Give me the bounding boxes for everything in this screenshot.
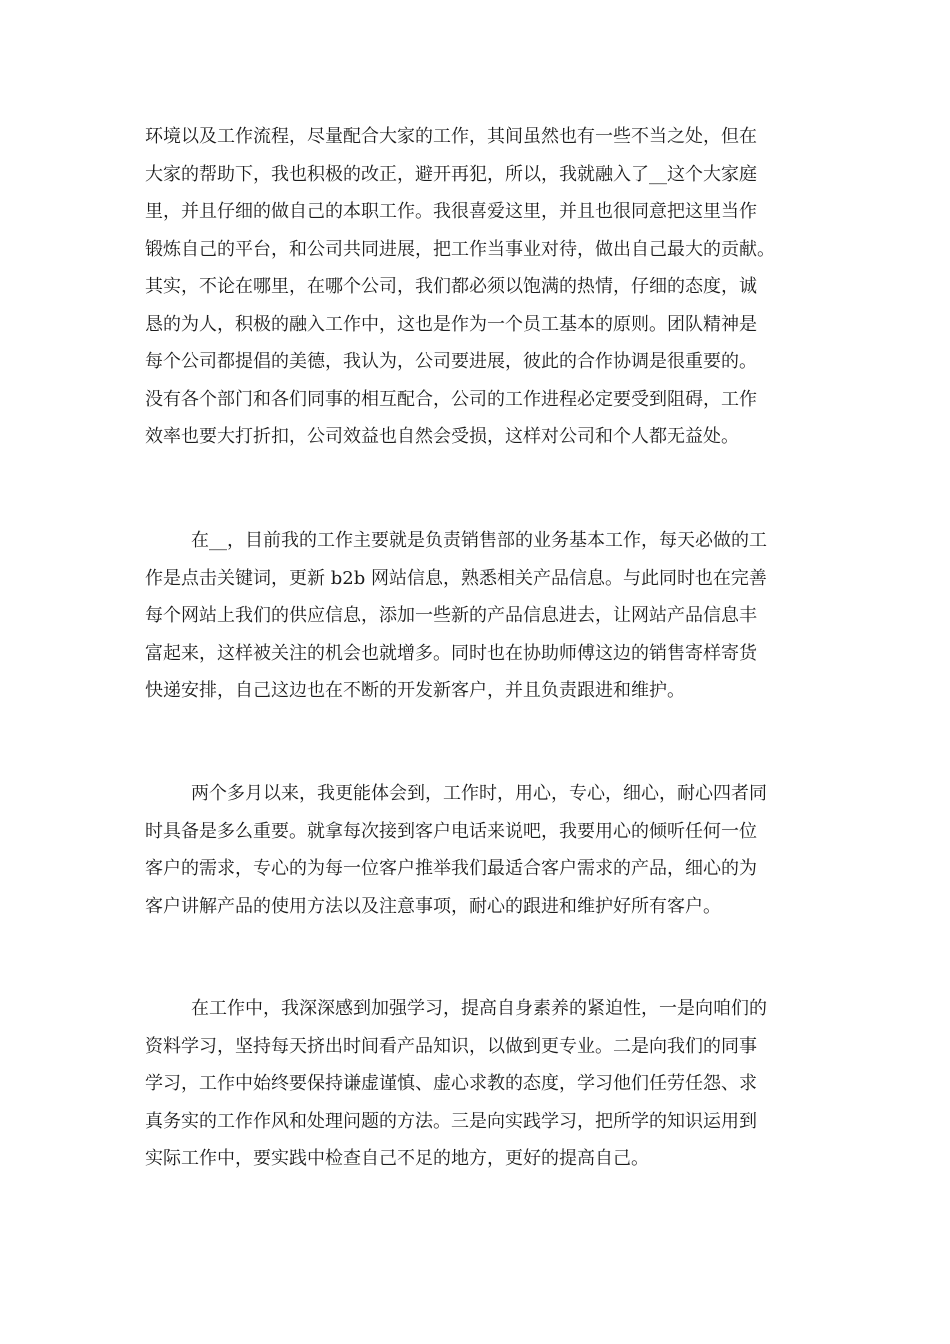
text-line: 快递安排，自己这边也在不断的开发新客户，并且负责跟进和维护。 bbox=[145, 680, 685, 701]
paragraph-4 bbox=[145, 990, 825, 1178]
text-line: 环境以及工作流程，尽量配合大家的工作，其间虽然也有一些不当之处，但在 bbox=[145, 126, 757, 147]
text-line: 时具备是多么重要。就拿每次接到客户电话来说吧，我要用心的倾听任何一位 bbox=[145, 820, 757, 842]
text-line: 在__，目前我的工作主要就是负责销售部的业务基本工作，每天必做的工 bbox=[191, 530, 767, 551]
paragraph-3 bbox=[145, 775, 825, 925]
text-line: 没有各个部门和各们同事的相互配合，公司的工作进程必定要受到阻碍，工作 bbox=[145, 388, 757, 410]
text-line: 里，并且仔细的做自己的本职工作。我很喜爱这里，并且也很同意把这里当作 bbox=[145, 201, 757, 222]
text-line: 每个网站上我们的供应信息，添加一些新的产品信息进去，让网站产品信息丰 bbox=[145, 605, 757, 626]
text-line: 锻炼自己的平台，和公司共同进展，把工作当事业对待，做出自己最大的贡献。 bbox=[145, 238, 775, 260]
text-line: 客户讲解产品的使用方法以及注意事项，耐心的跟进和维护好所有客户。 bbox=[145, 895, 721, 917]
text-line: 在工作中，我深深感到加强学习，提高自身素养的紧迫性，一是向咱们的 bbox=[191, 998, 767, 1019]
text-line: 恳的为人，积极的融入工作中，这也是作为一个员工基本的原则。团队精神是 bbox=[145, 313, 757, 335]
text-line: 富起来，这样被关注的机会也就增多。同时也在协助师傅这边的销售寄样寄货 bbox=[145, 642, 757, 664]
text-line: 每个公司都提倡的美德，我认为，公司要进展，彼此的合作协调是很重要的。 bbox=[145, 351, 757, 372]
text-line: 学习，工作中始终要保持谦虚谨慎、虚心求教的态度，学习他们任劳任怨、求 bbox=[145, 1073, 757, 1094]
paragraph-1 bbox=[145, 118, 825, 456]
text-line: 两个多月以来，我更能体会到，工作时，用心，专心，细心，耐心四者同 bbox=[191, 783, 767, 804]
text-line: 效率也要大打折扣，公司效益也自然会受损，这样对公司和个人都无益处。 bbox=[145, 426, 739, 447]
text-line: 客户的需求，专心的为每一位客户推举我们最适合客户需求的产品，细心的为 bbox=[145, 858, 757, 879]
text-line: 作是点击关键词，更新 b2b 网站信息，熟悉相关产品信息。与此同时也在完善 bbox=[145, 567, 767, 589]
text-line: 真务实的工作作风和处理问题的方法。三是向实践学习，把所学的知识运用到 bbox=[145, 1110, 757, 1132]
text-line: 实际工作中，要实践中检查自己不足的地方，更好的提高自己。 bbox=[145, 1148, 649, 1169]
text-line: 其实，不论在哪里，在哪个公司，我们都必须以饱满的热情，仔细的态度，诚 bbox=[145, 276, 757, 297]
text-line: 大家的帮助下，我也积极的改正，避开再犯，所以，我就融入了__这个大家庭 bbox=[145, 163, 757, 185]
text-line: 资料学习，坚持每天挤出时间看产品知识，以做到更专业。二是向我们的同事 bbox=[145, 1035, 757, 1057]
paragraph-2 bbox=[145, 522, 825, 710]
